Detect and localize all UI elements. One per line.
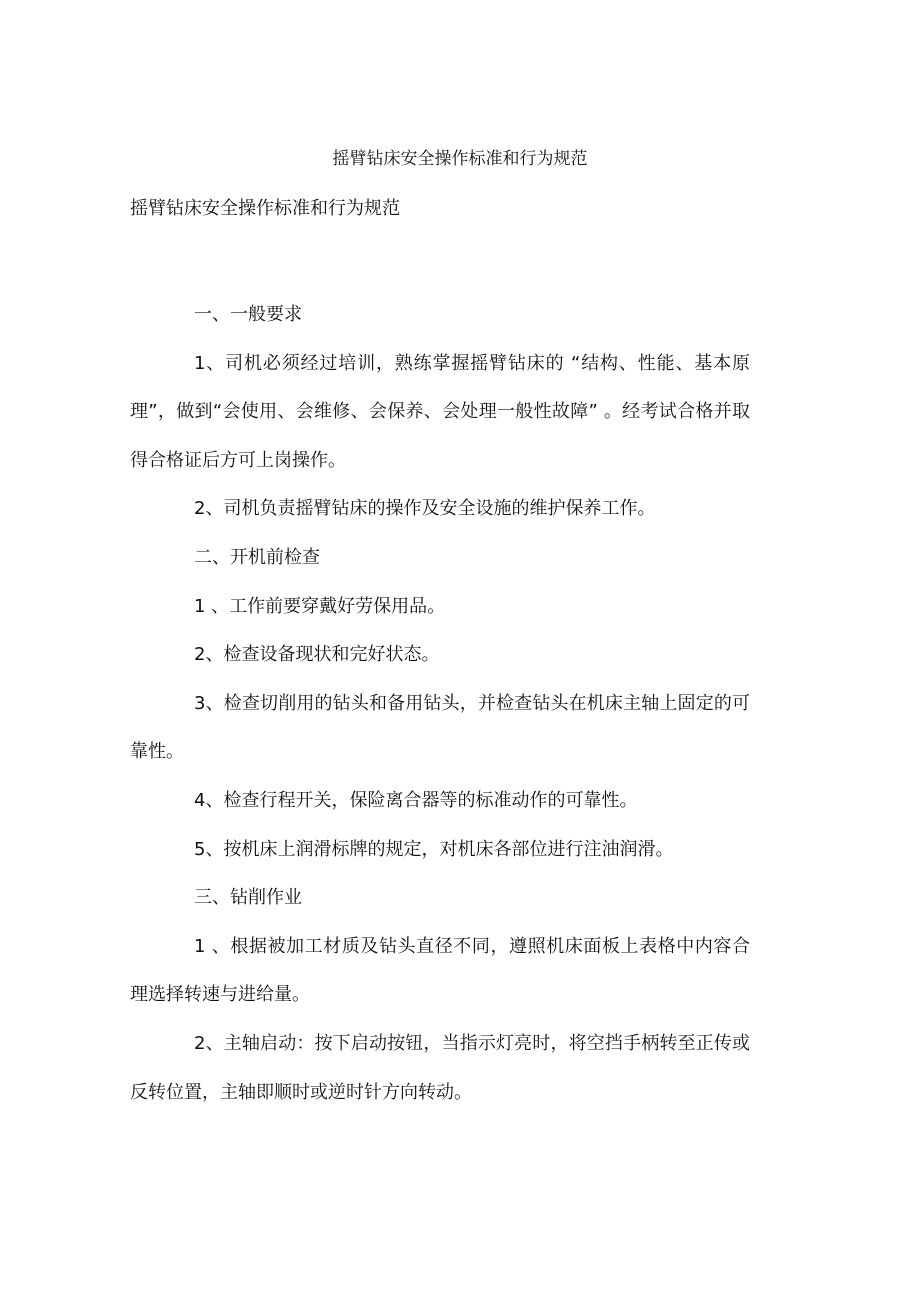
paragraph: 1、司机必须经过培训，熟练掌握摇臂钻床的 “结构、性能、基本原理”，做到“会使用、会维修、会保养、会处理一般性故障” 。经考试合格并取得合格证后方可上岗操作。	[130, 352, 750, 471]
paragraph: 3、检查切削用的钻头和备用钻头，并检查钻头在机床主轴上固定的可靠性。	[130, 692, 750, 763]
paragraph: 4、检查行程开关，保险离合器等的标准动作的可靠性。	[194, 789, 638, 811]
paragraph: 1 、工作前要穿戴好劳保用品。	[194, 595, 446, 617]
paragraph: 2、检查设备现状和完好状态。	[194, 644, 440, 666]
paragraph: 1 、根据被加工材质及钻头直径不同，遵照机床面板上表格中内容合理选择转速与进给量。	[130, 935, 750, 1006]
paragraph: 5、按机床上润滑标牌的规定，对机床各部位进行注油润滑。	[194, 838, 674, 860]
paragraph: 2、主轴启动：按下启动按钮，当指示灯亮时，将空挡手柄转至正传或反转位置，主轴即顺时或逆时针方向转动。	[130, 1032, 750, 1103]
paragraph: 2、司机负责摇臂钻床的操作及安全设施的维护保养工作。	[194, 498, 656, 520]
document-title: 摇臂钻床安全操作标准和行为规范	[332, 149, 588, 169]
document-body	[130, 291, 750, 1117]
section-heading-drilling: 三、钻削作业	[194, 887, 302, 909]
section-heading-precheck: 二、开机前检查	[194, 546, 320, 568]
document-subtitle: 摇臂钻床安全操作标准和行为规范	[130, 198, 400, 219]
section-heading-general: 一、一般要求	[194, 304, 302, 325]
